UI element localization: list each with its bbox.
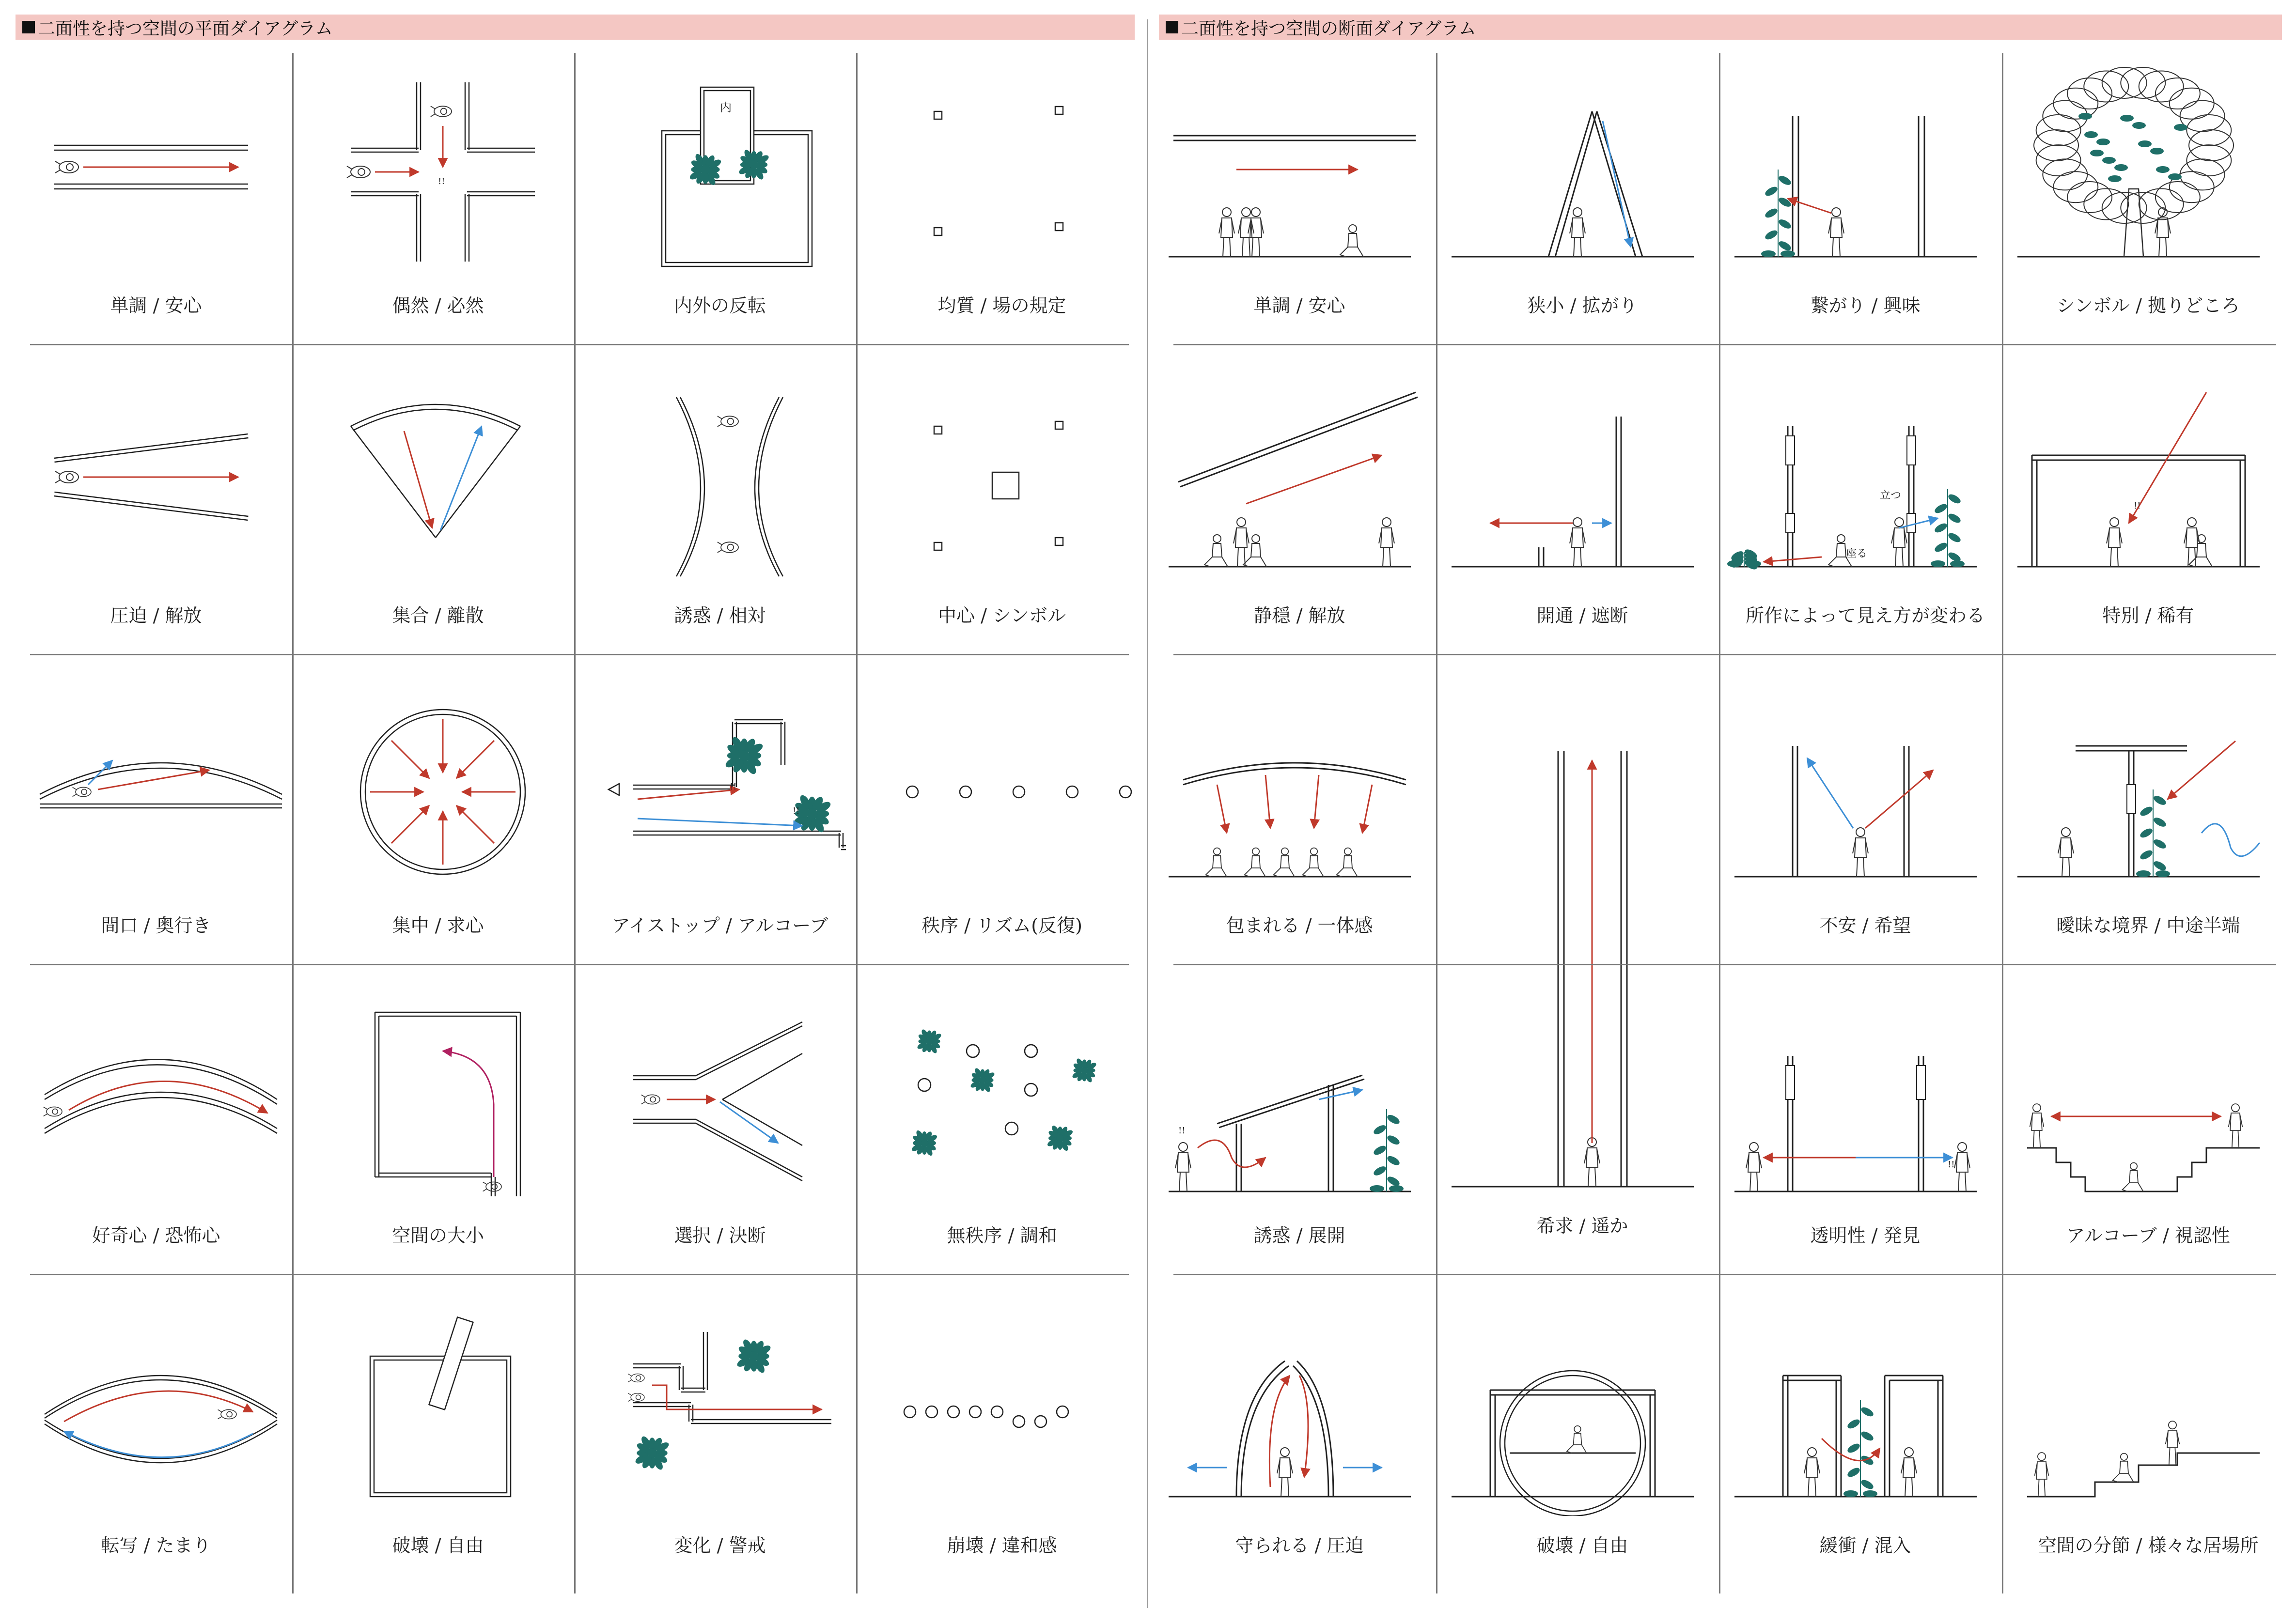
- diagram-sec-a-frame: [1442, 53, 1713, 276]
- diagram-cell: [1442, 1293, 1723, 1593]
- diagram-caption: 転写 / たまり: [101, 1535, 211, 1556]
- diagram-cell: [16, 53, 297, 354]
- diagram-sec-poles: [1725, 53, 1996, 276]
- diagram-caption: 圧迫 / 解放: [110, 605, 202, 626]
- diagram-sec-tall: [1442, 673, 1713, 1206]
- plan-panel: [16, 53, 1135, 1613]
- diagram-crossroads: [297, 53, 569, 276]
- diagram-caption: 好奇心 / 恐怖心: [92, 1225, 220, 1246]
- diagram-caption: 偶然 / 必然: [392, 295, 484, 316]
- diagram-cell: [2008, 1293, 2289, 1593]
- grid-vline: [856, 53, 858, 1593]
- diagram-scatter-trees: [861, 983, 1133, 1206]
- diagram-sec-stand-sit: [1725, 363, 1996, 586]
- diagram-l-corner: [297, 983, 569, 1206]
- svg-text:座る: 座る: [1846, 548, 1868, 560]
- diagram-inside-outside: [579, 53, 851, 276]
- grid-vline: [2002, 53, 2003, 1593]
- diagram-parallel-walls: [16, 53, 287, 276]
- diagram-sec-v: [1725, 673, 1996, 896]
- diagram-caption: 均質 / 場の規定: [937, 295, 1066, 316]
- grid-vline: [292, 53, 294, 1593]
- panel-separator: [1147, 19, 1148, 1608]
- diagram-caption: 無秩序 / 調和: [947, 1225, 1057, 1246]
- diagram-caption: 開通 / 遮断: [1536, 605, 1628, 626]
- section-header: [1159, 15, 2282, 40]
- diagram-sec-steps-pit: [2008, 983, 2279, 1206]
- diagram-eyestop: [579, 673, 851, 896]
- diagram-concave-walls: [579, 363, 851, 586]
- grid-vline: [1436, 53, 1437, 1593]
- diagram-cell: [16, 983, 297, 1284]
- diagram-curved-path: [16, 983, 287, 1206]
- diagram-caption: 誘惑 / 展開: [1253, 1225, 1345, 1246]
- diagram-cell: [579, 363, 860, 664]
- diagram-cell: [297, 363, 578, 664]
- diagram-caption: アイストップ / アルコーブ: [611, 915, 828, 936]
- diagram-cell: [1442, 53, 1723, 354]
- diagram-caption: 守られる / 圧迫: [1235, 1535, 1364, 1556]
- diagram-fork: [579, 983, 851, 1206]
- diagram-caption: 特別 / 稀有: [2102, 605, 2194, 626]
- diagram-sec-wall-step: [1442, 363, 1713, 586]
- diagram-cell: [1159, 983, 1440, 1284]
- diagram-cell: [1159, 363, 1440, 664]
- diagram-cell: [1725, 53, 2006, 354]
- diagram-cell: [297, 53, 578, 354]
- svg-text:!!: !!: [730, 782, 737, 792]
- diagram-sec-slope: [1159, 363, 1430, 586]
- diagram-caption: シンボル / 拠りどころ: [2056, 295, 2240, 316]
- diagram-sec-two-poles: [1725, 983, 1996, 1206]
- diagram-row-circles: [861, 673, 1133, 896]
- diagram-caption: 集合 / 離散: [392, 605, 484, 626]
- diagram-cell: [579, 673, 860, 974]
- svg-text:内: 内: [720, 101, 732, 114]
- diagram-cell: [1725, 1293, 2006, 1593]
- diagram-cell: [2008, 983, 2289, 1284]
- svg-text:!!: !!: [1178, 1126, 1186, 1136]
- section-header-title: 二面性を持つ空間の断面ダイアグラム: [1181, 18, 1476, 39]
- diagram-cell: [1159, 53, 1440, 354]
- diagram-caption: 破壊 / 自由: [392, 1535, 484, 1556]
- diagram-sec-frame: [2008, 363, 2279, 586]
- plan-header: [16, 15, 1135, 40]
- grid-hline: [30, 964, 1129, 965]
- diagram-caption: 破壊 / 自由: [1536, 1535, 1628, 1556]
- diagram-caption: 所作によって見え方が変わる: [1745, 605, 1985, 626]
- diagram-caption: アルコーブ / 視認性: [2066, 1225, 2230, 1246]
- svg-text:立つ: 立つ: [1880, 490, 1902, 502]
- grid-vline: [1719, 53, 1720, 1593]
- svg-text:!!: !!: [793, 806, 800, 816]
- diagram-caption: 変化 / 警戒: [674, 1535, 766, 1556]
- diagram-stepped-path: [579, 1293, 851, 1516]
- diagram-cell: [861, 1293, 1142, 1593]
- diagram-cell: [297, 673, 578, 974]
- diagram-caption: 内外の反転: [673, 295, 766, 316]
- diagram-cell: [1442, 673, 1723, 1284]
- diagram-cell: [1442, 363, 1723, 664]
- diagram-sec-egg: [1159, 1293, 1430, 1516]
- diagram-fan: [297, 363, 569, 586]
- diagram-cell: [2008, 53, 2289, 354]
- diagram-caption: 緩衝 / 混入: [1819, 1535, 1911, 1556]
- grid-hline: [1173, 964, 2276, 965]
- diagram-four-points: [861, 53, 1133, 276]
- diagram-cell: [2008, 363, 2289, 664]
- diagram-lens: [16, 1293, 287, 1516]
- section-panel: [1159, 53, 2282, 1613]
- grid-hline: [30, 654, 1129, 655]
- diagram-caption: 崩壊 / 違和感: [947, 1535, 1057, 1556]
- diagram-cell: [579, 53, 860, 354]
- diagram-caption: 不安 / 希望: [1819, 915, 1911, 936]
- diagram-caption: 透明性 / 発見: [1810, 1225, 1921, 1246]
- diagram-widening-walls: [16, 363, 287, 586]
- diagram-caption: 単調 / 安心: [110, 295, 202, 316]
- diagram-center-square: [861, 363, 1133, 586]
- diagram-caption: 秩序 / リズム(反復): [922, 915, 1082, 936]
- diagram-sec-canopy: [1159, 673, 1430, 896]
- diagram-cell: [579, 983, 860, 1284]
- grid-vline: [574, 53, 576, 1593]
- diagram-sec-lean-roof: [1159, 983, 1430, 1206]
- diagram-cell: [1159, 1293, 1440, 1593]
- diagram-caption: 希求 / 遥か: [1536, 1215, 1628, 1237]
- diagram-cell: [297, 1293, 578, 1593]
- diagram-cell: [2008, 673, 2289, 974]
- diagram-circle-arrows: [297, 673, 569, 896]
- diagram-caption: 間口 / 奥行き: [101, 915, 211, 936]
- grid-hline: [30, 344, 1129, 345]
- square-icon: [22, 21, 35, 33]
- grid-hline: [30, 1274, 1129, 1275]
- diagram-cell: [16, 673, 297, 974]
- diagram-cell: [16, 1293, 297, 1593]
- diagram-cell: [1725, 983, 2006, 1284]
- diagram-arch-wall: [16, 673, 287, 896]
- diagram-caption: 誘惑 / 相対: [674, 605, 766, 626]
- diagram-cell: [861, 983, 1142, 1284]
- svg-text:!!: !!: [2134, 501, 2141, 511]
- diagram-caption: 空間の分節 / 様々な居場所: [2038, 1535, 2259, 1556]
- diagram-cell: [861, 363, 1142, 664]
- diagram-cell: [861, 673, 1142, 974]
- diagram-caption: 中心 / シンボル: [937, 605, 1066, 626]
- diagram-cell: [1159, 673, 1440, 974]
- diagram-sec-circle-frame: [1442, 1293, 1713, 1516]
- diagram-caption: 繋がり / 興味: [1810, 295, 1921, 316]
- diagram-sec-roof: [1159, 53, 1430, 276]
- diagram-caption: 単調 / 安心: [1253, 295, 1345, 316]
- diagram-cell: [1725, 673, 2006, 974]
- diagram-sec-t: [2008, 673, 2279, 896]
- diagram-caption: 静穏 / 解放: [1253, 605, 1345, 626]
- diagram-caption: 選択 / 決断: [674, 1225, 766, 1246]
- diagram-caption: 空間の大小: [391, 1225, 484, 1246]
- diagram-cell: [297, 983, 578, 1284]
- svg-text:!!: !!: [1948, 1160, 1955, 1170]
- diagram-caption: 包まれる / 一体感: [1226, 915, 1373, 936]
- square-icon: [1166, 21, 1178, 33]
- diagram-cell: [579, 1293, 860, 1593]
- diagram-broken-square: [297, 1293, 569, 1516]
- diagram-cell: [16, 363, 297, 664]
- diagram-caption: 集中 / 求心: [392, 915, 484, 936]
- grid-hline: [1173, 1274, 2276, 1275]
- diagram-sec-steps: [2008, 1293, 2279, 1516]
- diagram-cell: [1725, 363, 2006, 664]
- diagram-caption: 狭小 / 拡がり: [1527, 295, 1638, 316]
- diagram-sec-gates: [1725, 1293, 1996, 1516]
- diagram-sec-big-tree: [2008, 53, 2279, 276]
- diagram-cell: [861, 53, 1142, 354]
- grid-hline: [1173, 654, 2276, 655]
- svg-text:!!: !!: [438, 176, 445, 186]
- grid-hline: [1173, 344, 2276, 345]
- plan-header-title: 二面性を持つ空間の平面ダイアグラム: [38, 18, 333, 39]
- diagram-caption: 曖昧な境界 / 中途半端: [2056, 915, 2240, 936]
- diagram-broken-row: [861, 1293, 1133, 1516]
